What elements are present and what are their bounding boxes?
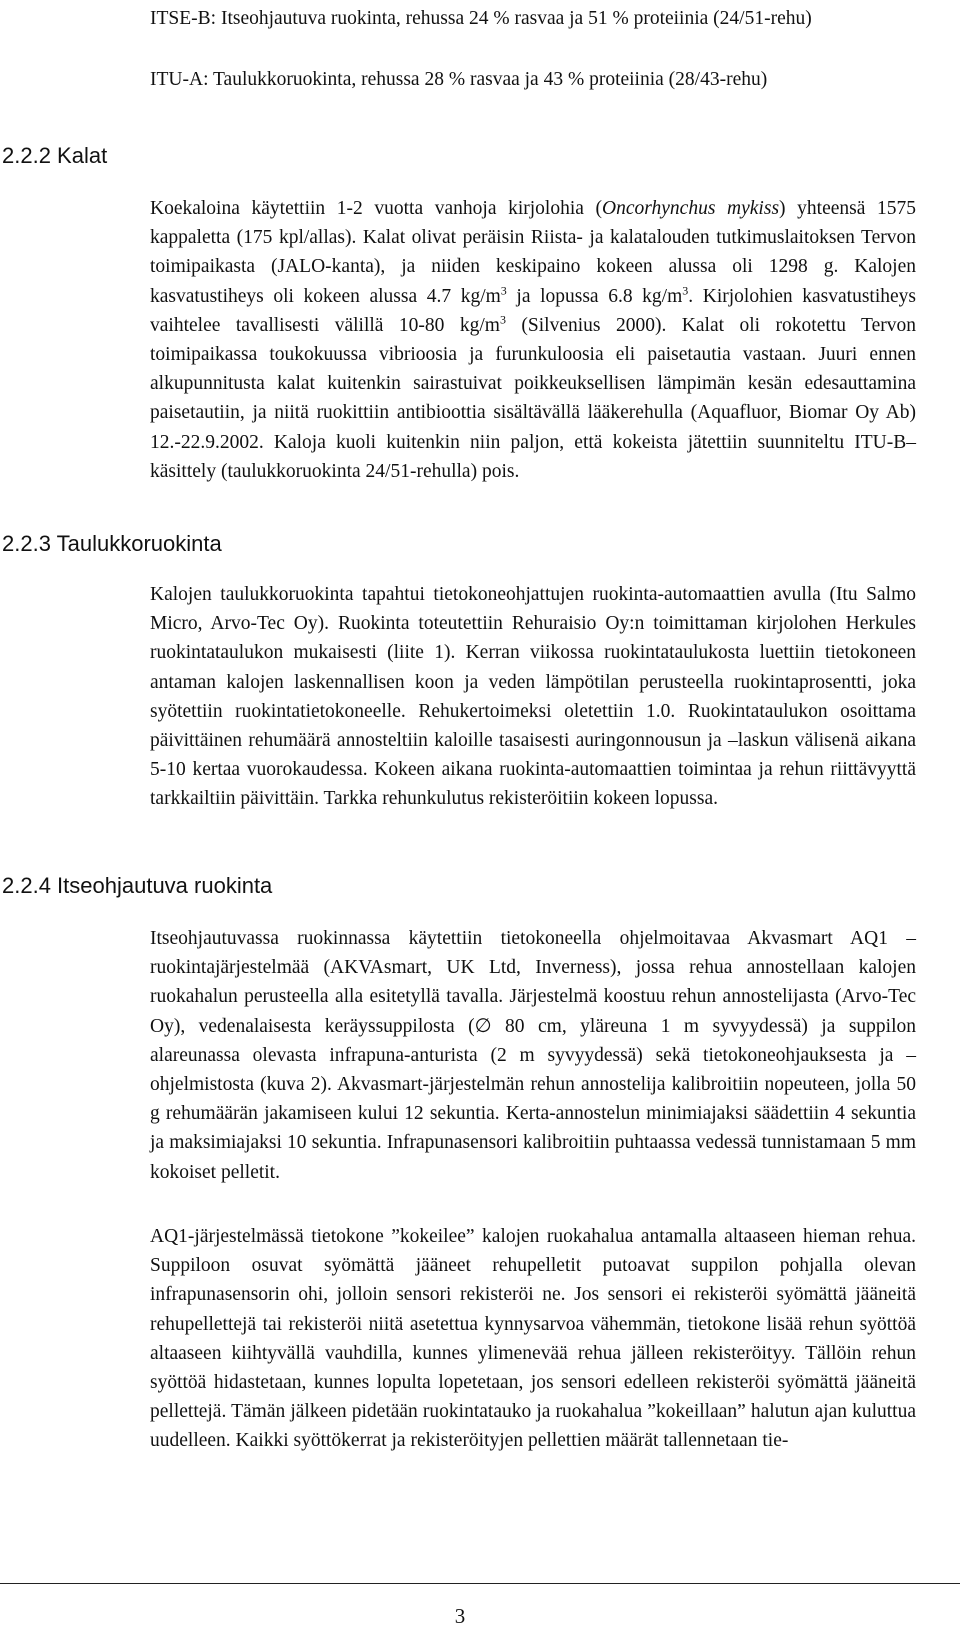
itseohjautuva-paragraph-2: AQ1-järjestelmässä tietokone ”kokeilee” kalojen ruokahalua antamalla altaaseen hieman rehua. Suppiloon osuvat syömättä jääneet rehupelletit putoavat suppilon pohjalla olevan infrapunasensorin ohi, jolloin sensori rekisteröi ne. Jos sensori ei rekisteröi syömättä jääneitä rehupellettejä tai rekisteröi niitä asetettua kynnysarvoa vähemmän, tietokone lisää rehun syöttöä altaaseen kiihtyvällä vauhdilla, kunnes ylimenevää rehua jälleen rekisteröityy. Tällöin rehun syöttöä hidastetaan, kunnes lopulta lopetetaan, jos sensori edelleen rekisteröi syömättä jääneitä pellettejä. Tämän jälkeen pidetään ruokintatauko ja ruokahalua ”kokeillaan” halutun ajan kuluttua uudelleen. Kaikki syöttökerrat ja rekisteröityjen pellettien määrät tallennetaan tie- [150,1226,916,1452]
kalat-paragraph [150,194,916,486]
superscript-3: 3 [499,312,506,327]
species-name: Oncorhynchus mykiss [602,198,780,219]
superscript-3: 3 [682,283,689,298]
itseohjautuva-paragraph-1: Itseohjautuvassa ruokinnassa käytettiin tietokoneella ohjelmoitavaa Akvasmart AQ1 –ruokintajärjestelmää (AKVAsmart, UK Ltd, Inverness), jossa rehua annostellaan kalojen ruokahalun perusteella alla esitetyllä tavalla. Järjestelmä koostuu rehun annostelijasta (Arvo-Tec Oy), vedenalaisesta keräyssuppilosta (∅ 80 cm, yläreuna 1 m syvyydessä) ja suppilon alareunassa olevasta infrapuna-anturista (2 m syvyydessä) sekä tietokoneohjauksesta ja –ohjelmistosta (kuva 2). Akvasmart-järjestelmän rehun annostelija kalibroitiin nopeuteen, jolla 50 g rehumäärän jakamiseen kului 12 sekuntia. Kerta-annostelun minimiajaksi säädettiin 4 sekuntia ja maksimiajaksi 10 sekuntia. Infrapunasensori kalibroitiin puhtaassa vedessä tunnistamaan 5 mm kokoiset pelletit. [150,928,916,1183]
footer-divider [0,1583,960,1584]
kalat-text-a: Koekaloina käytettiin 1-2 vuotta vanhoja kirjolohia ( [150,198,603,219]
kalat-text-c: ja lopussa 6.8 kg/m [506,285,683,307]
taulukkoruokinta-paragraph: Kalojen taulukkoruokinta tapahtui tietokoneohjattujen ruokinta-automaattien avulla (Itu Salmo Micro, Arvo-Tec Oy). Ruokinta toteutettiin Rehuraisio Oy:n toimittaman kirjolohen Herkules ruokintataulukon mukaisesti (liite 1). Kerran viikossa ruokintataulukosta luettiin tietokoneen antaman kalojen laskennallisen koon ja veden lämpötilan perusteella ruokintaprosentti, joka syötettiin ruokintatietokoneelle. Rehukertoimeksi oletettiin 1.0. Ruokintataulukon osoittama päivittäinen rehumäärä annosteltiin kaloille tasaisesti auringonnousun ja –laskun välisenä aikana 5-10 kertaa vuorokaudessa. Kokeen aikana ruokinta-automaattien toimintaa ja rehun riittävyyttä tarkkailtiin päivittäin. Tarkka rehunkulutus rekisteröitiin kokeen lopussa. [150,584,916,810]
section-heading-taulukkoruokinta: 2.2.3 Taulukkoruokinta [2,531,222,556]
kalat-text-e: (Silvenius 2000). Kalat oli rokotettu Tervon toimipaikassa toukokuussa vibrioosia ja furunkuloosia eli paisetautia vastaan. Juuri ennen alkupunnitusta kalat kuitenkin sairastuivat poikkeuksellisen lämpimän kesän edesauttamina paisetautiin, ja niitä ruokittiin antibioottia sisältävällä lääkerehulla (Aquafluor, Biomar Oy Ab) 12.-22.9.2002. Kaloja kuoli kuitenkin niin paljon, että kokeista jätettiin suunniteltu ITU-B–käsittely (taulukkoruokinta 24/51-rehulla) pois. [150,314,917,482]
section-heading-itseohjautuva: 2.2.4 Itseohjautuva ruokinta [2,873,273,898]
superscript-3: 3 [500,283,507,298]
kalat-text-b: ) yhteensä 1575 kappaletta (175 kpl/allas). Kalat olivat peräisin Riista- ja kalatalouden tutkimuslaitoksen Tervon toimipaikasta (JALO-kanta), ja niiden keskipaino kokeen alussa oli 1298 g. Kalojen kasvatustiheys oli kokeen alussa 4.7 kg/m [150,198,916,307]
page-number: 3 [454,1604,466,1628]
treatment-itu-a: ITU-A: Taulukkoruokinta, rehussa 28 % rasvaa ja 43 % proteiinia (28/43-rehu) [150,69,768,90]
kalat-text-d: . Kirjolohien kasvatustiheys vaihtelee tavallisesti välillä 10-80 kg/m [150,285,916,336]
section-heading-kalat: 2.2.2 Kalat [2,143,108,168]
treatment-itse-b: ITSE-B: Itseohjautuva ruokinta, rehussa 24 % rasvaa ja 51 % proteiinia (24/51-rehu) [150,8,812,29]
